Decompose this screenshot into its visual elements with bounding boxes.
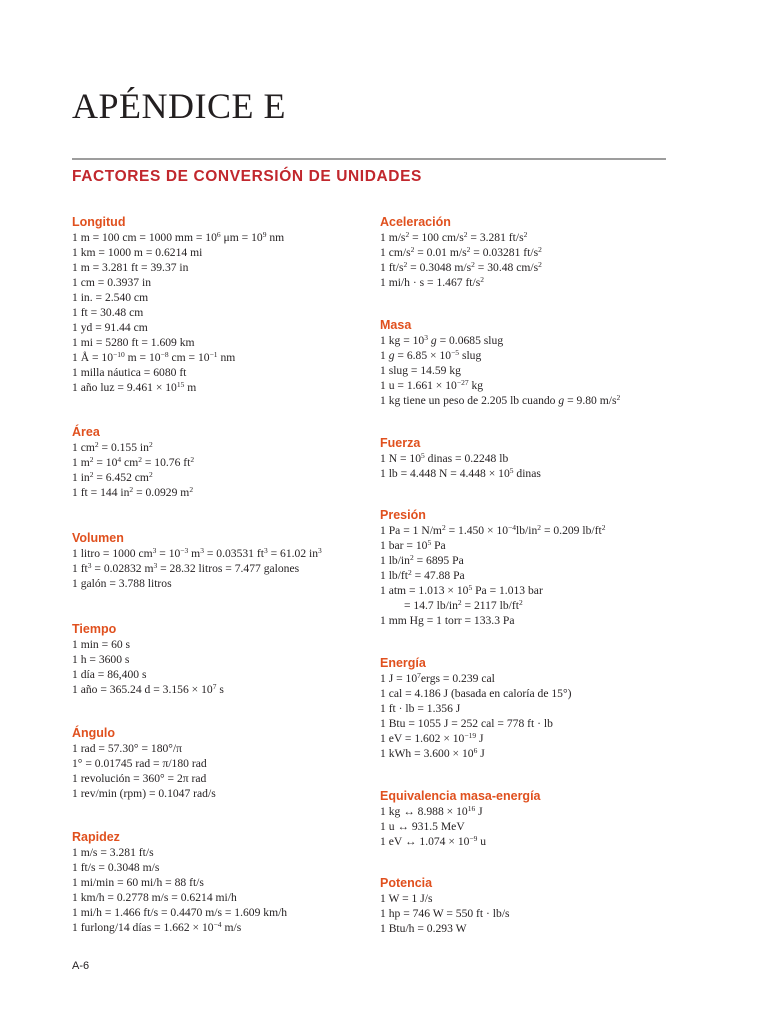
conversion-line: 1 milla náutica = 6080 ft xyxy=(72,366,187,379)
conversion-line: 1 año = 365.24 $d = 3.156 \times 10^7$ s xyxy=(72,682,224,696)
conversion-line: 1 slug = 14.59 kg xyxy=(380,364,461,377)
conversion-line: 1 atm = $1.013 \times 10^5$ Pa = 1.013 bar xyxy=(380,583,543,597)
section-heading: Ángulo xyxy=(72,726,116,740)
conversion-line: 1 día = 86,400 s xyxy=(72,668,147,681)
conversion-line: 1 galón = 3.788 litros xyxy=(72,577,172,590)
conversion-line: 1 m = 100 cm = 1000 mm = $10^6$ $\mu m = 10^9$ nm xyxy=(72,230,285,244)
section-heading: Equivalencia masa-energía xyxy=(380,789,541,803)
section-heading: Energía xyxy=(380,656,426,670)
conversion-line: 1 ft = 30.48 cm xyxy=(72,306,144,319)
conversion-line: 1 revolución = 360° = 2π rad xyxy=(72,772,207,785)
conversion-line: 1 mi/h = 1.466 ft/s = 0.4470 m/s = 1.609 km/h xyxy=(72,906,288,919)
section-aceleracion xyxy=(380,214,680,290)
conversion-line: = 14.7 $lb/in^2 = 2117$ $lb/ft^2$ xyxy=(404,598,523,612)
conversion-line: 1 ft/s = 0.3048 m/s xyxy=(72,861,160,874)
conversion-line: 1 eV = $1.602 \times 10^{-19}$ J xyxy=(380,731,484,745)
page-number: A-6 xyxy=(72,960,90,972)
conversion-line: 1 yd = 91.44 cm xyxy=(72,321,148,334)
section-heading: Rapidez xyxy=(72,830,120,844)
conversion-line: 1 m/s = 3.281 ft/s xyxy=(72,846,154,859)
conversion-line: 1 cal = 4.186 J (basada en caloría de 15°) xyxy=(380,687,572,700)
appendix-title: APÉNDICE E xyxy=(72,86,286,126)
section-volumen xyxy=(72,530,362,591)
conversion-line: 1 kg ↔ $8.988 \times 10^{16}$ J xyxy=(380,804,483,818)
conversion-line: 1 $lb/ft^2 = 47.88$ Pa xyxy=(380,568,465,582)
conversion-line: 1 ft · lb = 1.356 J xyxy=(380,702,461,715)
section-longitud xyxy=(72,214,362,395)
conversion-line: 1 $N = 10^5$ dinas = 0.2248 lb xyxy=(380,451,509,465)
conversion-line: 1 mi = 5280 ft = 1.609 km xyxy=(72,336,195,349)
section-potencia xyxy=(380,875,680,936)
conversion-line: 1 cm = 0.3937 in xyxy=(72,276,151,289)
section-fuerza xyxy=(380,435,680,481)
conversion-line: 1 $in^2 = 6.452$ $cm^2$ xyxy=(72,470,153,484)
conversion-line: 1 km/h = 0.2778 m/s = 0.6214 mi/h xyxy=(72,891,237,904)
section-heading: Longitud xyxy=(72,215,126,229)
section-heading: Potencia xyxy=(380,876,433,890)
conversion-line: 1 ft = 144 $in^2 = 0.0929$ $m^2$ xyxy=(72,485,194,499)
section-title: FACTORES DE CONVERSIÓN DE UNIDADES xyxy=(72,168,422,185)
conversion-line: 1 kg = $10^3$ g = 0.0685 slug xyxy=(380,333,504,347)
section-area xyxy=(72,424,362,500)
conversion-line: 1 eV ↔ $1.074 \times 10^{-9}$ u xyxy=(380,834,487,848)
conversion-line: 1 furlong/14 días = $1.662 \times 10^{-4}$ m/s xyxy=(72,920,242,934)
conversion-line: 1 h = 3600 s xyxy=(72,653,130,666)
section-equivalencia-masa-energia xyxy=(380,788,680,849)
section-heading: Presión xyxy=(380,508,426,522)
conversion-line: 1 m = 3.281 ft = 39.37 in xyxy=(72,261,189,274)
conversion-line: 1 $m^2 = 10^4$ $cm^2 = 10.76$ $ft^2$ xyxy=(72,455,195,469)
section-heading: Tiempo xyxy=(72,622,117,636)
conversion-line: 1 litro = 1000 $cm^3 = 10^{-3}$ $m^3 = 0.03531$ $ft^3 = 61.02$ $in^3$ xyxy=(72,546,322,560)
conversion-line: 1 $ft/s^2 = 0.3048$ $m/s^2 = 30.48$ $cm/s^2$ xyxy=(380,260,542,274)
conversion-line: 1° = 0.01745 rad = π/180 rad xyxy=(72,757,207,770)
conversion-line: 1 $m/s^2 = 100$ $cm/s^2 = 3.281$ $ft/s^2$ xyxy=(380,230,528,244)
conversion-line: 1 mm Hg = 1 torr = 133.3 Pa xyxy=(380,614,515,627)
section-energia xyxy=(380,655,680,761)
section-heading: Fuerza xyxy=(380,436,421,450)
conversion-line: 1 $g = 6.85 \times 10^{-5}$ slug xyxy=(380,348,482,362)
section-masa xyxy=(380,317,680,408)
conversion-line: 1 W = 1 J/s xyxy=(380,892,433,905)
conversion-line: 1 Btu = 1055 J = 252 cal = 778 ft · lb xyxy=(380,717,553,730)
conversion-line: 1 $J = 10^7ergs = 0.239$ cal xyxy=(380,671,495,685)
conversion-line: 1 u ↔ 931.5 MeV xyxy=(380,820,465,833)
conversion-line: 1 Å = $10^{-10}$ $m = 10^{-8}$ cm = $10^{-1}$ nm xyxy=(72,350,236,364)
conversion-line: 1 Pa = 1 $N/m^2 = 1.450 \times 10^{-4}lb/in^2 = 0.209$ $lb/ft^2$ xyxy=(380,523,606,537)
title-divider xyxy=(72,158,666,160)
section-tiempo xyxy=(72,621,362,697)
conversion-line: 1 $u = 1.661 \times 10^{-27}$ kg xyxy=(380,378,484,392)
conversion-line: 1 $lb/in^2 = 6895$ Pa xyxy=(380,553,464,567)
conversion-line: 1 hp = 746 W = 550 ft · lb/s xyxy=(380,907,510,920)
conversion-line: 1 Btu/h = 0.293 W xyxy=(380,922,467,935)
conversion-line: 1 mi/min = 60 mi/h = 88 ft/s xyxy=(72,876,204,889)
conversion-line: 1 lb = 4.448 $N = 4.448 \times 10^5$ dinas xyxy=(380,466,541,480)
conversion-line: 1 mi/h · s = 1.467 $ft/s^2$ xyxy=(380,275,485,289)
conversion-line: 1 kg tiene un peso de 2.205 lb cuando g = 9.80 $m/s^2$ xyxy=(380,393,621,407)
section-heading: Masa xyxy=(380,318,412,332)
conversion-line: 1 bar = $10^5$ Pa xyxy=(380,538,446,552)
conversion-line: 1 $ft^3 = 0.02832$ $m^3 = 28.32$ litros = 7.477 galones xyxy=(72,561,300,575)
conversion-line: 1 kWh = $3.600 \times 10^6$ J xyxy=(380,746,485,760)
section-presion xyxy=(380,507,680,628)
section-heading: Aceleración xyxy=(380,215,451,229)
section-rapidez xyxy=(72,829,362,935)
conversion-line: 1 rad = 57.30° = 180°/π xyxy=(72,742,182,755)
section-heading: Área xyxy=(72,425,100,439)
conversion-line: 1 $cm^2 = 0.155$ $in^2$ xyxy=(72,440,153,454)
conversion-line: 1 km = 1000 m = 0.6214 mi xyxy=(72,246,203,259)
conversion-line: 1 $cm/s^2 = 0.01$ $m/s^2 = 0.03281$ $ft/s^2$ xyxy=(380,245,542,259)
conversion-line: 1 min = 60 s xyxy=(72,638,131,651)
conversion-line: 1 in. = 2.540 cm xyxy=(72,291,149,304)
section-angulo xyxy=(72,725,362,801)
conversion-line: 1 año luz = $9.461 \times 10^{15}$ m xyxy=(72,380,197,394)
section-heading: Volumen xyxy=(72,531,124,545)
conversion-line: 1 rev/min (rpm) = 0.1047 rad/s xyxy=(72,787,216,800)
